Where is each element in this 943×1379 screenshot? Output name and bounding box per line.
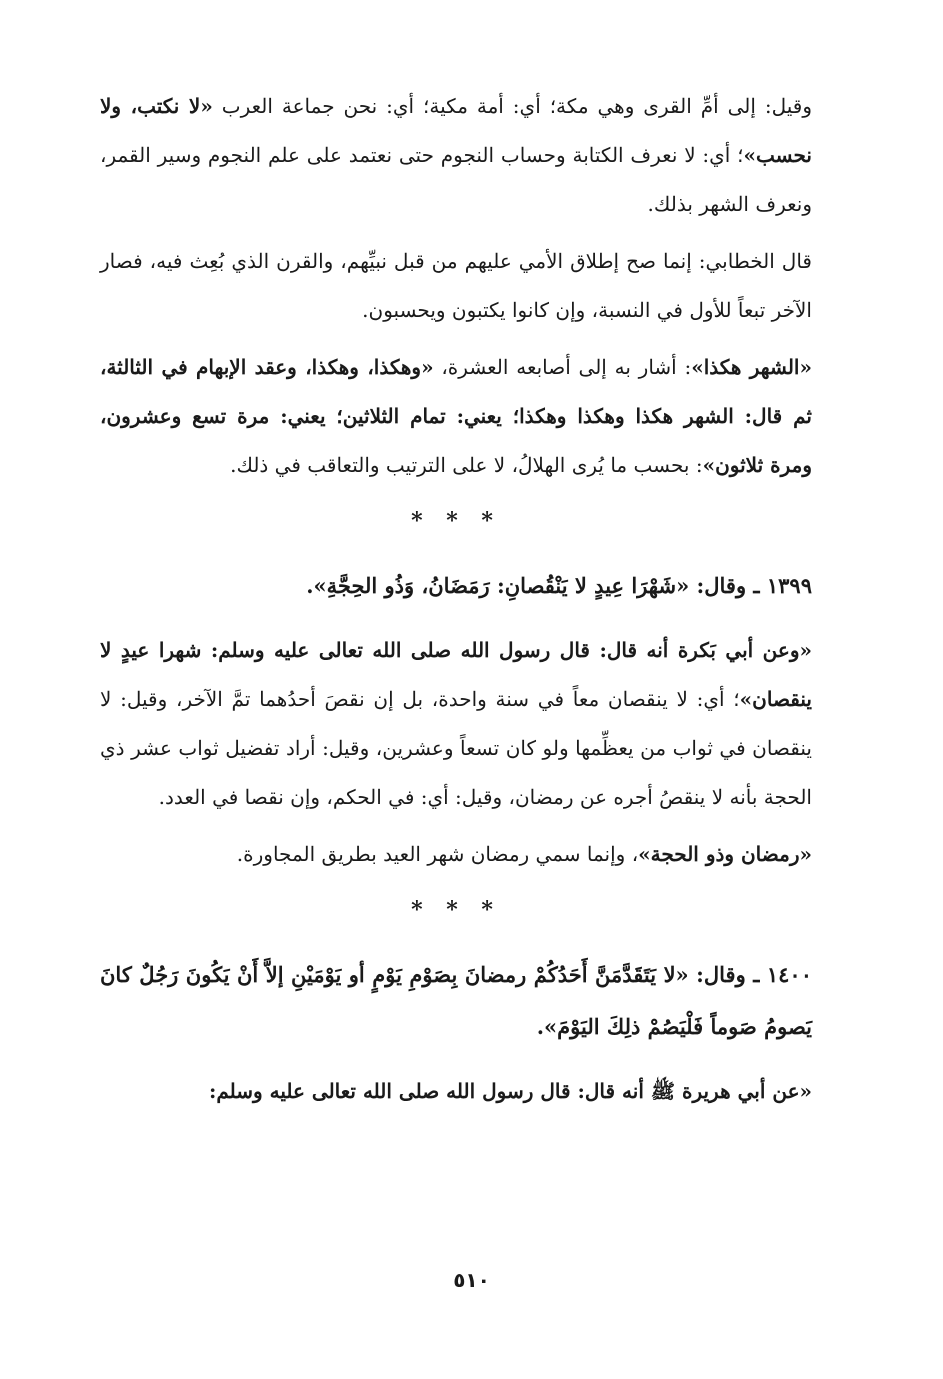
text-run: قال الخطابي: إنما صح إطلاق الأمي عليهم من قبل نبيِّهم، والقرن الذي بُعِث فيه، فصار الآخر تبعاً للأول في النسبة، وإن كانوا يكتبون ويحسبون. — [100, 249, 812, 322]
quote-run: «الشهر هكذا» — [691, 355, 812, 379]
paragraph-1 — [100, 82, 812, 229]
text-run: ؛ أي: لا ينقصان معاً في سنة واحدة، بل إن نقصَ أحدُهما تمَّ الآخر، وقيل: لا ينقصان في ثواب من يعظِّمها ولو كان تسعاً وعشرين، وقيل: أراد تفضيل ثواب عشر ذي الحجة بأنه لا ينقصُ أجره عن رمضان، وقيل: أي: في الحكم، وإن نقصا في العدد. — [100, 687, 812, 809]
text-run: ؛ أي: لا نعرف الكتابة وحساب النجوم حتى نعتمد على علم النجوم وسير القمر، ونعرف الشهر بذلك. — [100, 143, 812, 216]
commentary-paragraph — [100, 1067, 812, 1116]
page-number: ٥١٠ — [453, 1268, 490, 1292]
quote-run: «عن أبي هريرة ﷺ أنه قال: قال رسول الله صلى الله تعالى عليه وسلم: — [208, 1079, 812, 1103]
quote-run: «لا نكتب، ولا نحسب» — [100, 94, 812, 167]
text-run: : أشار به إلى أصابعه العشرة، — [433, 355, 692, 379]
quote-run: «رمضان وذو الحجة» — [638, 842, 812, 866]
text-run: ، وإنما سمي رمضان شهر العيد بطريق المجاورة. — [236, 842, 639, 866]
quote-run: «وعن أبي بَكرة أنه قال: قال رسول الله صلى الله تعالى عليه وسلم: شهرا عيدٍ لا ينقصان» — [100, 638, 812, 711]
commentary-paragraph — [100, 830, 812, 879]
paragraph-3 — [100, 343, 812, 490]
quote-run: «وهكذا، وهكذا، وعقد الإبهام في الثالثة، ثم قال: الشهر هكذا وهكذا وهكذا؛ يعني: تمام الثلاثين؛ يعني: مرة تسع وعشرون، ومرة ثلاثون» — [100, 355, 812, 477]
section-separator: * * * — [411, 897, 501, 923]
paragraph-2 — [100, 237, 812, 335]
hadith-1400-section — [100, 949, 812, 1116]
top-section — [100, 82, 812, 490]
hadith-1399-section — [100, 560, 812, 879]
page-body — [100, 82, 812, 1312]
section-separator: * * * — [411, 508, 501, 534]
text-run: : بحسب ما يُرى الهلالُ، لا على الترتيب والتعاقب في ذلك. — [230, 453, 703, 477]
text-run: وقيل: إلى أمِّ القرى وهي مكة؛ أي: أمة مكية؛ أي: نحن جماعة العرب — [212, 94, 812, 118]
hadith-title: ١٣٩٩ ـ وقال: «شَهْرَا عِيدٍ لا يَنْقُصانِ: رَمَضَانُ، وَذُو الحِجَّةِ». — [306, 573, 812, 598]
hadith-title: ١٤٠٠ ـ وقال: «لا يَتَقَدَّمَنَّ أَحَدُكُمْ رمضانَ بِصَوْمِ يَوْمٍ أو يَوْمَيْنِ إلاَّ أَنْ يَكُونَ رَجُلٌ كانَ يَصومُ صَوماً فَلْيَصُمْ ذلِكَ اليَوْمَ». — [100, 962, 812, 1039]
commentary-paragraph — [100, 626, 812, 822]
